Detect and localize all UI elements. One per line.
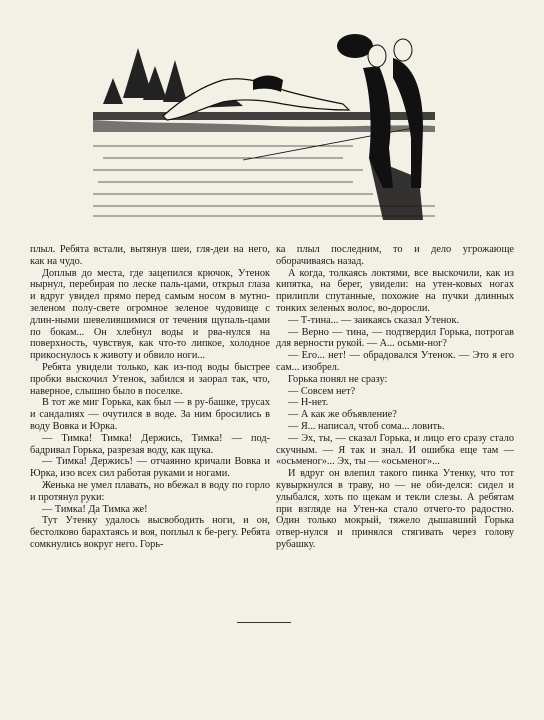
paragraph: плыл. Ребята встали, вытянув шеи, гля-деи на него, как на чудо. (30, 244, 270, 267)
paragraph: — Т-тина... — заикаясь сказал Утенок. (288, 314, 460, 326)
paragraph: — Эх, ты, — сказал Горька, и лицо его сразу стало скучным. — Я так и знал. И ошибка еще там — «осьменог»... Эх, ты — «осьменог»... (276, 432, 514, 468)
paragraph: — Я... написал, чтоб сома... ловить. (288, 420, 445, 432)
paragraph: — Его... нет! — обрадовался Утенок. — Это я его сам... изобрел. (276, 350, 514, 373)
paragraph: В тот же миг Горька, как был — в ру-башке, трусах и сандалиях — очутился в воде. За ним бросились в воду Вовка и Юрка. (30, 397, 270, 432)
section-divider (237, 622, 291, 623)
paragraph: Женька не умел плавать, но вбежал в воду по горло и протянул руки: (30, 479, 270, 503)
paragraph: Тут Утенку удалось высвободить ноги, и он, бестолково барахтаясь и воя, поплыл к бе-регу. Ребята сомкнулись вокруг него. Горь- (30, 515, 270, 550)
paragraph: — Тимка! Да Тимка же! (42, 503, 148, 515)
text-column-right (276, 244, 514, 551)
paragraph: И вдруг он влепил такого пинка Утенку, что тот кувыркнулся в траву, но — не оби-делся: сидел и улыбался, хоть по щекам и текли слезы. А ребятам при взгляде на Утен-ка стало отчего-то радостно. Один только мокрый, тяжело дышавший Горька отвер-нулся и принялся стягивать через голову рубашку. (276, 468, 514, 550)
paragraph: А когда, толкаясь локтями, все выскочили, как из кипятка, на берег, увидели: на утен-ковых ногах прилипли спутанные, похожие на пучки длинных тонких зеленых волос, во-доросли. (276, 267, 514, 314)
paragraph: Горька понял не сразу: (288, 373, 388, 385)
paragraph: — Тимка! Тимка! Держись, Тимка! — под-бадривал Горька, разрезая воду, как щука. (30, 432, 270, 456)
paragraph: ка плыл последним, то и дело угрожающе оборачиваясь назад. (276, 244, 514, 267)
paragraph: — Совсем нет? (288, 385, 356, 397)
illustration-drawing (93, 28, 435, 220)
paragraph: Доплыв до места, где зацепился крючок, Утенок нырнул, перебирая по леске паль-цами, открыл глаза и вдруг увидел прямо перед самым носом в мутно-зеленом полу-свете огромное зеленое чудовище с длин-ными шевелившимися от течения щупаль-цами по бокам... Он хлебнул воды и рва-нулся на поверхность, чувствуя, как что-то липкое, холодное прикоснулось к животу и обвило ноги... (30, 267, 270, 362)
paragraph: — Тимка! Держись! — отчаянно кричали Вовка и Юрка, изо всех сил работая руками и ногами. (30, 456, 270, 480)
story-illustration (93, 28, 435, 220)
text-column-left (30, 244, 270, 551)
paragraph: Ребята увидели только, как из-под воды быстрее пробки выскочил Утенок, забился и заорал так, что, наверное, слышно было в поселке. (30, 361, 270, 397)
paragraph: — Верно — тина, — подтвердил Горька, потрогав для верности рукой. — А... осьми-ног? (276, 326, 514, 350)
paragraph: — Н-нет. (288, 397, 329, 409)
paragraph: — А как же объявление? (288, 409, 397, 421)
